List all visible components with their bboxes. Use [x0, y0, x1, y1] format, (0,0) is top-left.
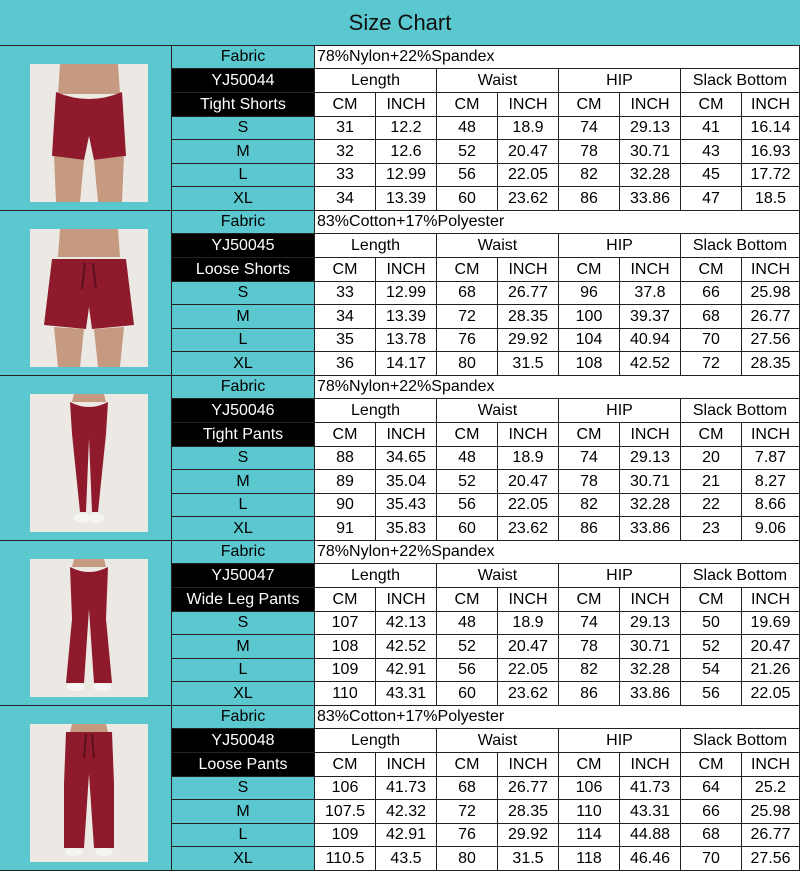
size-value-cell: 29.13	[620, 447, 681, 470]
size-value-cell: 29.92	[498, 824, 559, 847]
size-value-cell: 32.28	[620, 494, 681, 517]
size-value-cell: 74	[559, 447, 620, 470]
slack-bottom-header: Slack Bottom	[681, 399, 800, 423]
unit-inch-header: INCH	[376, 423, 437, 447]
size-value-cell: 100	[559, 305, 620, 329]
size-value-cell: 80	[437, 847, 498, 871]
unit-cm-header: CM	[437, 93, 498, 117]
hip-header: HIP	[559, 69, 681, 93]
size-value-cell: 30.71	[620, 140, 681, 164]
size-value-cell: 43.31	[620, 800, 681, 824]
size-value-cell: 76	[437, 329, 498, 352]
size-value-cell: 52	[437, 140, 498, 164]
size-value-cell: 20.47	[498, 470, 559, 494]
size-label: S	[172, 117, 315, 140]
size-value-cell: 23.62	[498, 682, 559, 706]
size-value-cell: 110	[315, 682, 376, 706]
fabric-value: 78%Nylon+22%Spandex	[315, 46, 800, 69]
unit-cm-header: CM	[681, 753, 742, 777]
size-value-cell: 74	[559, 612, 620, 635]
size-value-cell: 64	[681, 777, 742, 800]
slack-bottom-header: Slack Bottom	[681, 564, 800, 588]
size-value-cell: 42.52	[620, 352, 681, 376]
length-header: Length	[315, 564, 437, 588]
size-value-cell: 32.28	[620, 659, 681, 682]
size-value-cell: 20	[681, 447, 742, 470]
product-name: Tight Shorts	[172, 93, 315, 117]
size-value-cell: 70	[681, 847, 742, 871]
unit-cm-header: CM	[559, 93, 620, 117]
size-value-cell: 28.35	[742, 352, 800, 376]
size-value-cell: 37.8	[620, 282, 681, 305]
size-value-cell: 32.28	[620, 164, 681, 187]
size-value-cell: 32	[315, 140, 376, 164]
size-value-cell: 45	[681, 164, 742, 187]
size-value-cell: 78	[559, 470, 620, 494]
size-value-cell: 108	[559, 352, 620, 376]
size-value-cell: 74	[559, 117, 620, 140]
size-value-cell: 68	[681, 305, 742, 329]
size-value-cell: 35	[315, 329, 376, 352]
unit-inch-header: INCH	[742, 588, 800, 612]
unit-inch-header: INCH	[742, 423, 800, 447]
size-label: L	[172, 824, 315, 847]
tight-pants-photo	[30, 394, 148, 532]
size-value-cell: 46.46	[620, 847, 681, 871]
product-name: Tight Pants	[172, 423, 315, 447]
size-value-cell: 26.77	[498, 777, 559, 800]
size-value-cell: 42.32	[376, 800, 437, 824]
size-value-cell: 48	[437, 117, 498, 140]
waist-header: Waist	[437, 69, 559, 93]
size-value-cell: 31.5	[498, 352, 559, 376]
size-value-cell: 88	[315, 447, 376, 470]
product-code: YJ50048	[172, 729, 315, 753]
size-label: S	[172, 612, 315, 635]
unit-cm-header: CM	[559, 423, 620, 447]
waist-header: Waist	[437, 564, 559, 588]
waist-header: Waist	[437, 234, 559, 258]
size-label: M	[172, 800, 315, 824]
unit-inch-header: INCH	[742, 258, 800, 282]
size-value-cell: 33	[315, 282, 376, 305]
size-value-cell: 90	[315, 494, 376, 517]
size-value-cell: 18.5	[742, 187, 800, 211]
size-value-cell: 8.66	[742, 494, 800, 517]
size-value-cell: 106	[315, 777, 376, 800]
unit-inch-header: INCH	[742, 93, 800, 117]
size-value-cell: 39.37	[620, 305, 681, 329]
size-label: M	[172, 635, 315, 659]
slack-bottom-header: Slack Bottom	[681, 729, 800, 753]
size-value-cell: 22.05	[498, 494, 559, 517]
length-header: Length	[315, 399, 437, 423]
size-value-cell: 34.65	[376, 447, 437, 470]
unit-cm-header: CM	[315, 93, 376, 117]
size-value-cell: 26.77	[498, 282, 559, 305]
size-value-cell: 60	[437, 682, 498, 706]
hip-header: HIP	[559, 399, 681, 423]
slack-bottom-header: Slack Bottom	[681, 69, 800, 93]
size-value-cell: 18.9	[498, 117, 559, 140]
unit-cm-header: CM	[681, 258, 742, 282]
product-image-cell	[0, 706, 172, 871]
size-value-cell: 108	[315, 635, 376, 659]
size-value-cell: 76	[437, 824, 498, 847]
size-value-cell: 70	[681, 329, 742, 352]
size-value-cell: 42.13	[376, 612, 437, 635]
size-value-cell: 13.39	[376, 187, 437, 211]
size-value-cell: 35.43	[376, 494, 437, 517]
size-value-cell: 12.99	[376, 164, 437, 187]
size-value-cell: 23.62	[498, 187, 559, 211]
size-value-cell: 16.14	[742, 117, 800, 140]
size-grid	[172, 541, 800, 706]
size-label: L	[172, 494, 315, 517]
size-value-cell: 33	[315, 164, 376, 187]
size-value-cell: 56	[681, 682, 742, 706]
size-label: S	[172, 447, 315, 470]
fabric-value: 78%Nylon+22%Spandex	[315, 541, 800, 564]
size-label: XL	[172, 352, 315, 376]
fabric-value: 83%Cotton+17%Polyester	[315, 706, 800, 729]
size-label: L	[172, 164, 315, 187]
size-label: XL	[172, 517, 315, 541]
size-value-cell: 52	[437, 470, 498, 494]
unit-cm-header: CM	[681, 93, 742, 117]
size-label: XL	[172, 682, 315, 706]
size-value-cell: 114	[559, 824, 620, 847]
waist-header: Waist	[437, 399, 559, 423]
size-label: L	[172, 329, 315, 352]
size-value-cell: 14.17	[376, 352, 437, 376]
size-value-cell: 82	[559, 659, 620, 682]
size-value-cell: 54	[681, 659, 742, 682]
loose-pants-photo	[30, 724, 148, 862]
fabric-value: 78%Nylon+22%Spandex	[315, 376, 800, 399]
unit-inch-header: INCH	[498, 93, 559, 117]
page-title: Size Chart	[0, 0, 800, 46]
size-value-cell: 68	[681, 824, 742, 847]
size-value-cell: 43	[681, 140, 742, 164]
loose-shorts-photo	[30, 229, 148, 367]
size-value-cell: 35.04	[376, 470, 437, 494]
size-value-cell: 26.77	[742, 824, 800, 847]
size-value-cell: 29.13	[620, 117, 681, 140]
size-value-cell: 107	[315, 612, 376, 635]
unit-inch-header: INCH	[498, 753, 559, 777]
size-value-cell: 36	[315, 352, 376, 376]
size-value-cell: 22	[681, 494, 742, 517]
size-value-cell: 86	[559, 682, 620, 706]
product-image-cell	[0, 211, 172, 376]
size-value-cell: 23.62	[498, 517, 559, 541]
size-grid	[172, 211, 800, 376]
size-value-cell: 50	[681, 612, 742, 635]
size-value-cell: 86	[559, 517, 620, 541]
product-name: Loose Pants	[172, 753, 315, 777]
size-value-cell: 29.13	[620, 612, 681, 635]
size-value-cell: 43.5	[376, 847, 437, 871]
unit-cm-header: CM	[681, 423, 742, 447]
unit-cm-header: CM	[315, 258, 376, 282]
size-value-cell: 42.91	[376, 824, 437, 847]
size-value-cell: 33.86	[620, 682, 681, 706]
size-value-cell: 78	[559, 140, 620, 164]
fabric-value: 83%Cotton+17%Polyester	[315, 211, 800, 234]
size-value-cell: 25.2	[742, 777, 800, 800]
size-label: XL	[172, 847, 315, 871]
fabric-label: Fabric	[172, 706, 315, 729]
fabric-label: Fabric	[172, 211, 315, 234]
fabric-label: Fabric	[172, 46, 315, 69]
size-value-cell: 66	[681, 282, 742, 305]
size-value-cell: 82	[559, 494, 620, 517]
size-value-cell: 21.26	[742, 659, 800, 682]
size-value-cell: 21	[681, 470, 742, 494]
hip-header: HIP	[559, 234, 681, 258]
size-value-cell: 22.05	[498, 164, 559, 187]
product-code: YJ50046	[172, 399, 315, 423]
size-value-cell: 86	[559, 187, 620, 211]
size-value-cell: 80	[437, 352, 498, 376]
size-value-cell: 72	[681, 352, 742, 376]
product-image-cell	[0, 46, 172, 211]
size-value-cell: 8.27	[742, 470, 800, 494]
size-value-cell: 35.83	[376, 517, 437, 541]
size-value-cell: 60	[437, 187, 498, 211]
size-value-cell: 34	[315, 187, 376, 211]
unit-cm-header: CM	[559, 588, 620, 612]
size-value-cell: 110.5	[315, 847, 376, 871]
size-value-cell: 56	[437, 164, 498, 187]
size-value-cell: 118	[559, 847, 620, 871]
size-value-cell: 20.47	[498, 140, 559, 164]
size-value-cell: 12.99	[376, 282, 437, 305]
unit-inch-header: INCH	[376, 753, 437, 777]
size-value-cell: 20.47	[742, 635, 800, 659]
unit-inch-header: INCH	[376, 93, 437, 117]
size-value-cell: 40.94	[620, 329, 681, 352]
size-value-cell: 42.52	[376, 635, 437, 659]
unit-cm-header: CM	[681, 588, 742, 612]
size-value-cell: 41	[681, 117, 742, 140]
size-value-cell: 22.05	[742, 682, 800, 706]
size-value-cell: 107.5	[315, 800, 376, 824]
unit-cm-header: CM	[559, 258, 620, 282]
size-value-cell: 28.35	[498, 800, 559, 824]
unit-cm-header: CM	[315, 753, 376, 777]
size-value-cell: 104	[559, 329, 620, 352]
size-value-cell: 82	[559, 164, 620, 187]
product-image-cell	[0, 376, 172, 541]
size-value-cell: 56	[437, 494, 498, 517]
size-value-cell: 56	[437, 659, 498, 682]
unit-cm-header: CM	[559, 753, 620, 777]
size-value-cell: 28.35	[498, 305, 559, 329]
size-value-cell: 89	[315, 470, 376, 494]
unit-inch-header: INCH	[742, 753, 800, 777]
product-code: YJ50044	[172, 69, 315, 93]
size-value-cell: 19.69	[742, 612, 800, 635]
size-value-cell: 60	[437, 517, 498, 541]
unit-cm-header: CM	[437, 423, 498, 447]
size-value-cell: 25.98	[742, 800, 800, 824]
unit-inch-header: INCH	[620, 258, 681, 282]
size-value-cell: 20.47	[498, 635, 559, 659]
slack-bottom-header: Slack Bottom	[681, 234, 800, 258]
unit-inch-header: INCH	[498, 588, 559, 612]
fabric-label: Fabric	[172, 376, 315, 399]
size-value-cell: 34	[315, 305, 376, 329]
unit-cm-header: CM	[437, 588, 498, 612]
product-code: YJ50047	[172, 564, 315, 588]
size-value-cell: 22.05	[498, 659, 559, 682]
product-image-cell	[0, 541, 172, 706]
size-value-cell: 43.31	[376, 682, 437, 706]
size-label: M	[172, 470, 315, 494]
size-value-cell: 33.86	[620, 187, 681, 211]
product-name: Wide Leg Pants	[172, 588, 315, 612]
size-label: S	[172, 777, 315, 800]
product-code: YJ50045	[172, 234, 315, 258]
size-value-cell: 68	[437, 282, 498, 305]
product-section	[0, 541, 800, 706]
unit-inch-header: INCH	[620, 93, 681, 117]
size-value-cell: 12.6	[376, 140, 437, 164]
size-label: L	[172, 659, 315, 682]
fabric-label: Fabric	[172, 541, 315, 564]
size-value-cell: 47	[681, 187, 742, 211]
size-value-cell: 23	[681, 517, 742, 541]
size-value-cell: 52	[437, 635, 498, 659]
length-header: Length	[315, 234, 437, 258]
size-value-cell: 18.9	[498, 447, 559, 470]
waist-header: Waist	[437, 729, 559, 753]
tight-shorts-photo	[30, 64, 148, 202]
size-value-cell: 91	[315, 517, 376, 541]
size-value-cell: 78	[559, 635, 620, 659]
size-value-cell: 41.73	[376, 777, 437, 800]
size-value-cell: 13.39	[376, 305, 437, 329]
size-value-cell: 72	[437, 305, 498, 329]
size-value-cell: 12.2	[376, 117, 437, 140]
product-name: Loose Shorts	[172, 258, 315, 282]
size-value-cell: 52	[681, 635, 742, 659]
unit-inch-header: INCH	[620, 753, 681, 777]
size-value-cell: 27.56	[742, 847, 800, 871]
size-value-cell: 42.91	[376, 659, 437, 682]
size-value-cell: 109	[315, 824, 376, 847]
size-value-cell: 7.87	[742, 447, 800, 470]
product-section	[0, 376, 800, 541]
size-value-cell: 30.71	[620, 635, 681, 659]
size-value-cell: 9.06	[742, 517, 800, 541]
size-value-cell: 48	[437, 447, 498, 470]
product-section	[0, 46, 800, 211]
size-label: XL	[172, 187, 315, 211]
wide-leg-pants-photo	[30, 559, 148, 697]
product-section	[0, 706, 800, 871]
unit-cm-header: CM	[315, 588, 376, 612]
hip-header: HIP	[559, 729, 681, 753]
size-value-cell: 31.5	[498, 847, 559, 871]
size-value-cell: 41.73	[620, 777, 681, 800]
size-grid	[172, 376, 800, 541]
unit-inch-header: INCH	[376, 588, 437, 612]
unit-inch-header: INCH	[620, 423, 681, 447]
unit-cm-header: CM	[315, 423, 376, 447]
size-value-cell: 25.98	[742, 282, 800, 305]
size-grid	[172, 706, 800, 871]
size-value-cell: 17.72	[742, 164, 800, 187]
unit-inch-header: INCH	[498, 423, 559, 447]
size-value-cell: 44.88	[620, 824, 681, 847]
unit-inch-header: INCH	[498, 258, 559, 282]
size-value-cell: 29.92	[498, 329, 559, 352]
hip-header: HIP	[559, 564, 681, 588]
size-value-cell: 110	[559, 800, 620, 824]
size-value-cell: 30.71	[620, 470, 681, 494]
size-grid	[172, 46, 800, 211]
size-value-cell: 16.93	[742, 140, 800, 164]
unit-cm-header: CM	[437, 258, 498, 282]
size-label: S	[172, 282, 315, 305]
unit-cm-header: CM	[437, 753, 498, 777]
unit-inch-header: INCH	[620, 588, 681, 612]
size-value-cell: 109	[315, 659, 376, 682]
size-label: M	[172, 305, 315, 329]
length-header: Length	[315, 69, 437, 93]
size-value-cell: 48	[437, 612, 498, 635]
size-value-cell: 27.56	[742, 329, 800, 352]
length-header: Length	[315, 729, 437, 753]
size-value-cell: 68	[437, 777, 498, 800]
size-value-cell: 106	[559, 777, 620, 800]
product-section	[0, 211, 800, 376]
size-value-cell: 18.9	[498, 612, 559, 635]
size-value-cell: 13.78	[376, 329, 437, 352]
size-value-cell: 72	[437, 800, 498, 824]
size-value-cell: 96	[559, 282, 620, 305]
unit-inch-header: INCH	[376, 258, 437, 282]
size-value-cell: 31	[315, 117, 376, 140]
size-value-cell: 33.86	[620, 517, 681, 541]
size-label: M	[172, 140, 315, 164]
size-value-cell: 66	[681, 800, 742, 824]
size-value-cell: 26.77	[742, 305, 800, 329]
